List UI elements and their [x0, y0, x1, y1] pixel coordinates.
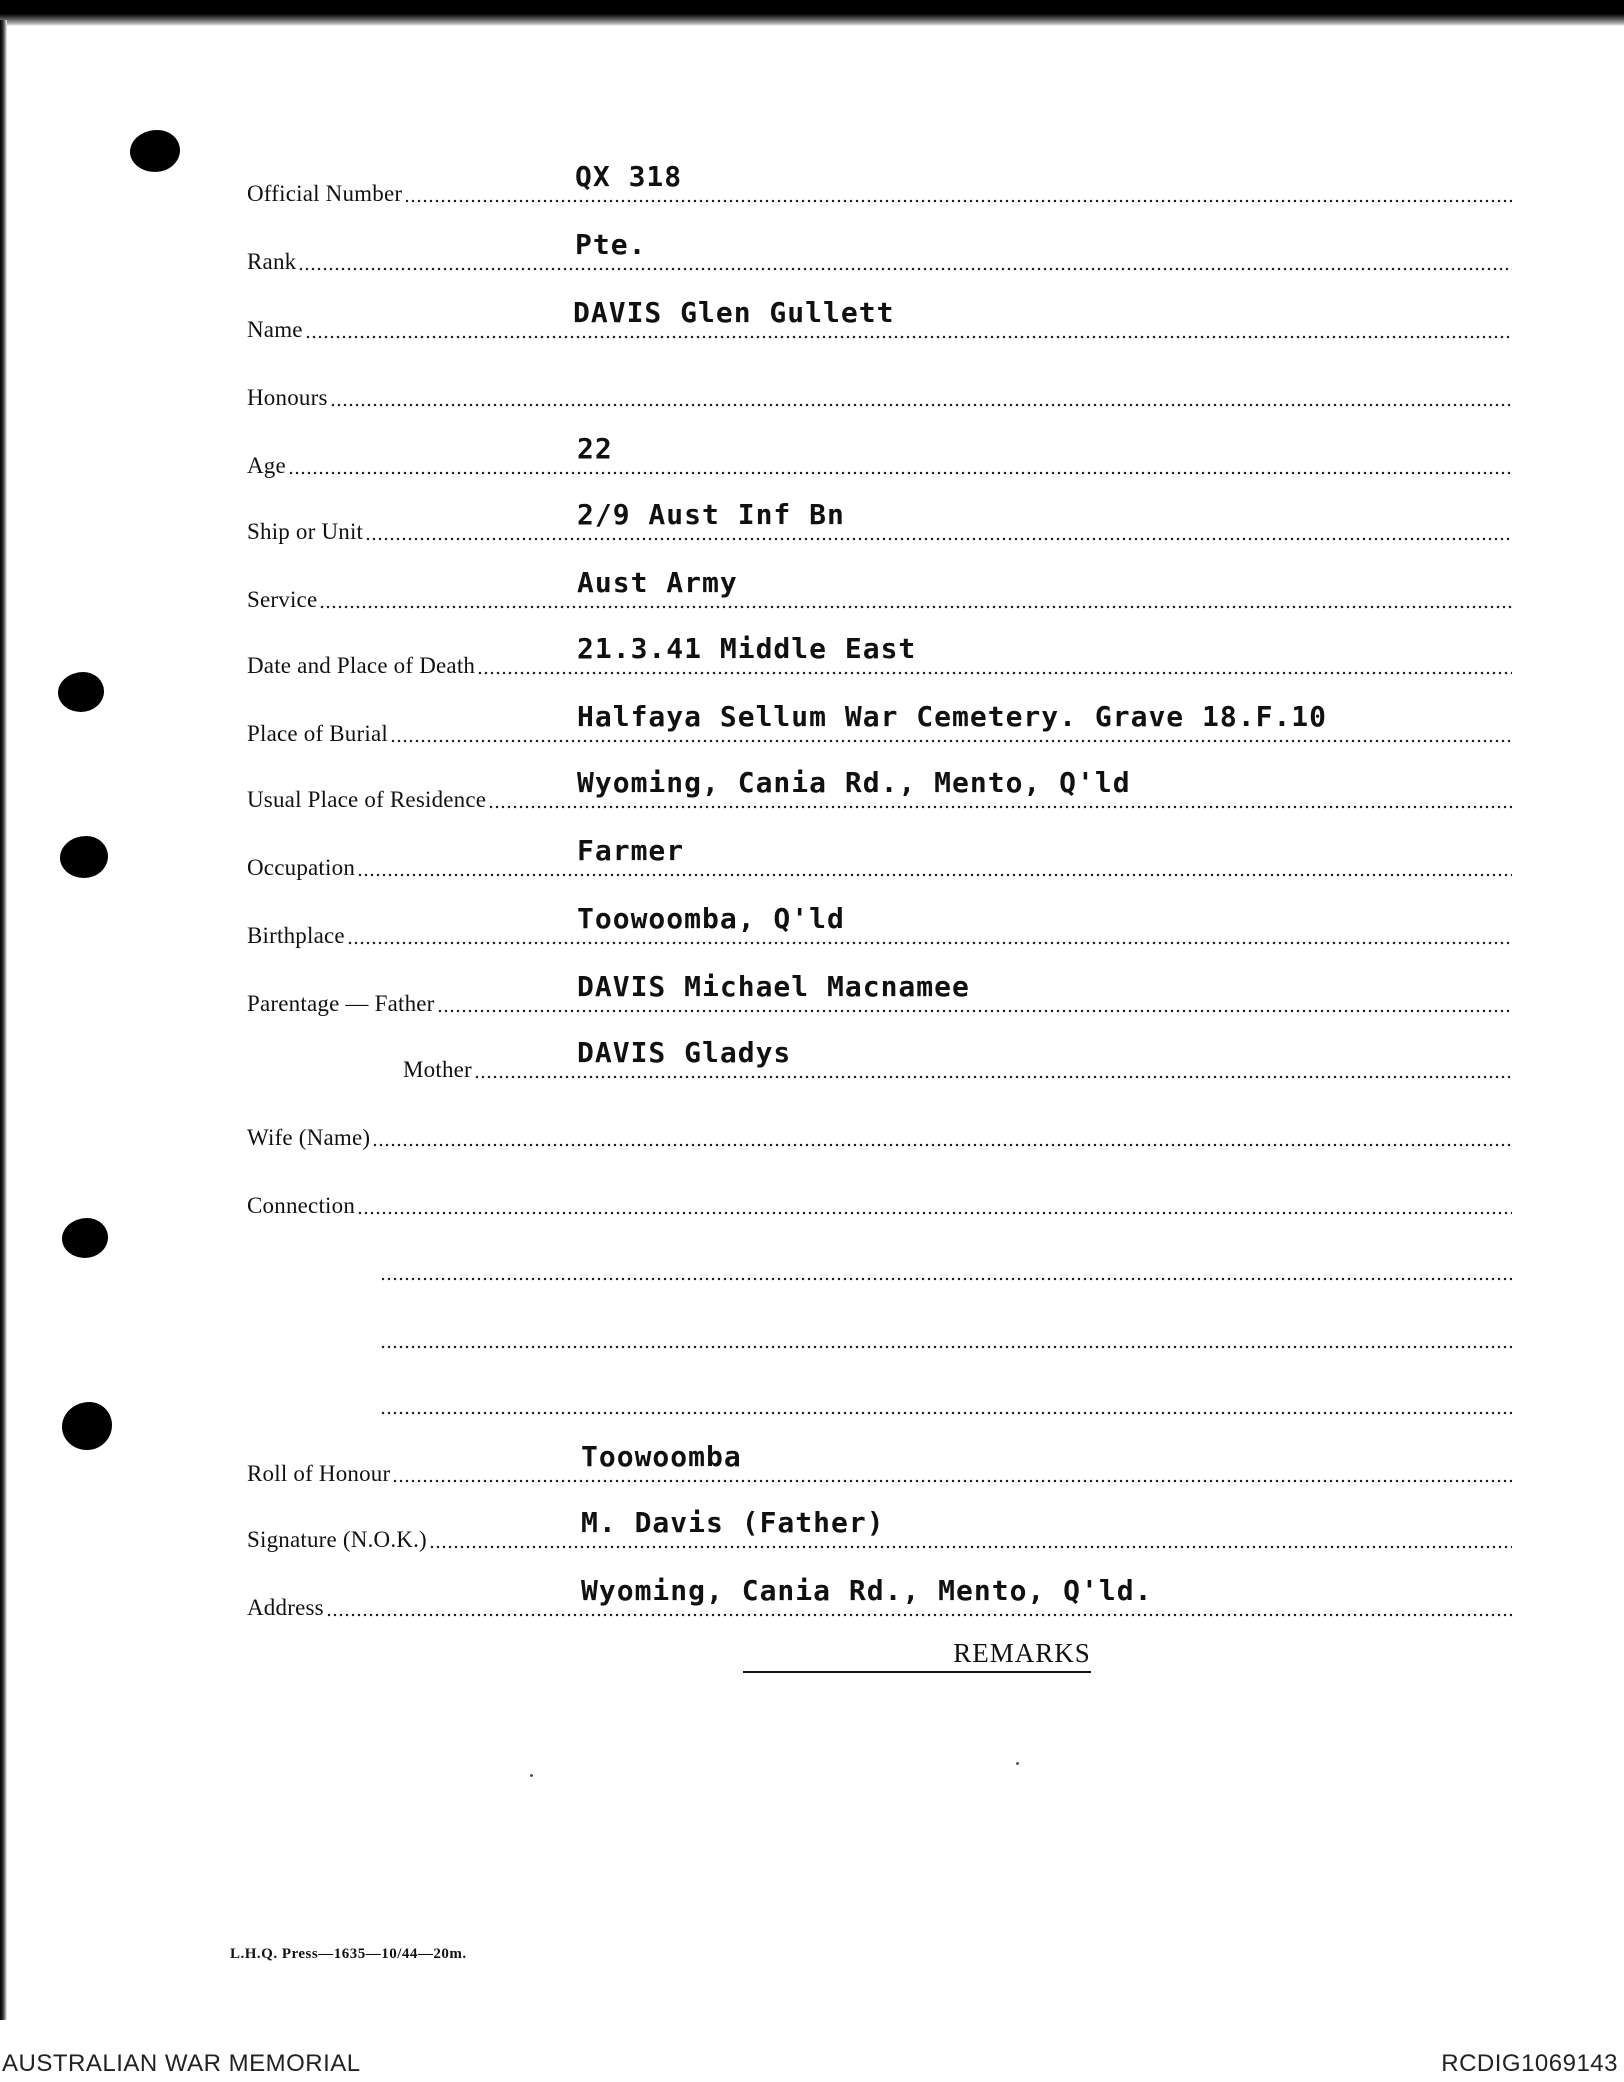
value-rank: Pte. — [575, 228, 647, 261]
leader-dots — [380, 1277, 1512, 1281]
print-note: L.H.Q. Press—1635—10/44—20m. — [230, 1946, 467, 1962]
field-death — [247, 632, 1512, 680]
label-father: Parentage — Father — [247, 991, 435, 1016]
field-address — [247, 1574, 1512, 1622]
value-ship-unit: 2/9 Aust Inf Bn — [577, 498, 845, 531]
leader-dots — [429, 1545, 1512, 1549]
label-official-number: Official Number — [247, 181, 403, 206]
label-occupation: Occupation — [247, 855, 356, 880]
leader-dots — [365, 537, 1512, 541]
leader-dots — [380, 1345, 1512, 1349]
remarks-section — [0, 1638, 1624, 1673]
label-connection: Connection — [247, 1193, 356, 1218]
label-service: Service — [247, 587, 318, 612]
archive-source: AUSTRALIAN WAR MEMORIAL — [2, 2050, 361, 2077]
field-burial — [247, 700, 1512, 748]
leader-dots — [372, 1143, 1512, 1147]
leader-dots — [437, 1009, 1512, 1013]
field-mother — [403, 1036, 1512, 1084]
label-mother: Mother — [403, 1057, 472, 1082]
punch-hole — [130, 130, 180, 172]
leader-dots — [347, 941, 1512, 945]
value-birthplace: Toowoomba, Q'ld — [577, 902, 845, 935]
value-address: Wyoming, Cania Rd., Mento, Q'ld. — [581, 1574, 1153, 1607]
archive-footer — [0, 2046, 1624, 2082]
label-death: Date and Place of Death — [247, 653, 476, 678]
leader-dots — [288, 471, 1512, 475]
label-rank: Rank — [247, 249, 297, 274]
speck — [530, 1774, 533, 1777]
scan-left-edge — [0, 20, 7, 2020]
field-signature — [247, 1506, 1512, 1554]
value-name: DAVIS Glen Gullett — [573, 296, 895, 329]
label-residence: Usual Place of Residence — [247, 787, 487, 812]
leader-dots — [474, 1075, 1512, 1079]
leader-dots — [488, 805, 1512, 809]
value-signature: M. Davis (Father) — [581, 1506, 885, 1539]
field-honours — [247, 364, 1512, 412]
connection-line — [380, 1372, 1512, 1420]
value-service: Aust Army — [577, 566, 738, 599]
field-ship-unit — [247, 498, 1512, 546]
punch-hole — [62, 1218, 108, 1258]
label-age: Age — [247, 453, 286, 478]
leader-dots — [319, 605, 1512, 609]
field-father — [247, 970, 1512, 1018]
field-occupation — [247, 834, 1512, 882]
leader-dots — [330, 403, 1512, 407]
field-rank — [247, 228, 1512, 276]
label-ship-unit: Ship or Unit — [247, 519, 364, 544]
field-birthplace — [247, 902, 1512, 950]
value-roll-of-honour: Toowoomba — [581, 1440, 742, 1473]
value-mother: DAVIS Gladys — [577, 1036, 792, 1069]
field-name — [247, 296, 1512, 344]
value-father: DAVIS Michael Macnamee — [577, 970, 970, 1003]
label-roll-of-honour: Roll of Honour — [247, 1461, 391, 1486]
punch-hole — [60, 836, 108, 878]
leader-dots — [392, 1479, 1512, 1483]
label-signature: Signature (N.O.K.) — [247, 1527, 427, 1552]
punch-hole — [62, 1402, 112, 1450]
connection-line — [380, 1238, 1512, 1286]
leader-dots — [380, 1411, 1512, 1415]
leader-dots — [357, 873, 1512, 877]
field-residence — [247, 766, 1512, 814]
field-official-number — [247, 160, 1512, 208]
punch-hole — [58, 672, 104, 712]
leader-dots — [404, 199, 1512, 203]
archive-reference: RCDIG1069143 — [1441, 2050, 1618, 2077]
field-age — [247, 432, 1512, 480]
field-wife — [247, 1104, 1512, 1152]
field-roll-of-honour — [247, 1440, 1512, 1488]
leader-dots — [357, 1211, 1512, 1215]
field-service — [247, 566, 1512, 614]
value-age: 22 — [577, 432, 613, 465]
connection-line — [380, 1306, 1512, 1354]
label-name: Name — [247, 317, 303, 342]
label-wife: Wife (Name) — [247, 1125, 371, 1150]
label-honours: Honours — [247, 385, 328, 410]
leader-dots — [477, 671, 1512, 675]
leader-dots — [305, 335, 1512, 339]
value-official-number: QX 318 — [575, 160, 683, 193]
value-death: 21.3.41 Middle East — [577, 632, 917, 665]
label-burial: Place of Burial — [247, 721, 388, 746]
value-occupation: Farmer — [577, 834, 685, 867]
field-connection — [247, 1172, 1512, 1220]
scan-top-edge — [0, 0, 1624, 26]
leader-dots — [326, 1613, 1512, 1617]
value-burial: Halfaya Sellum War Cemetery. Grave 18.F.10 — [577, 700, 1328, 733]
label-address: Address — [247, 1595, 324, 1620]
label-birthplace: Birthplace — [247, 923, 345, 948]
value-residence: Wyoming, Cania Rd., Mento, Q'ld — [577, 766, 1131, 799]
speck — [1016, 1762, 1019, 1765]
remarks-heading: REMARKS — [743, 1638, 1091, 1673]
leader-dots — [390, 739, 1512, 743]
leader-dots — [298, 267, 1512, 271]
